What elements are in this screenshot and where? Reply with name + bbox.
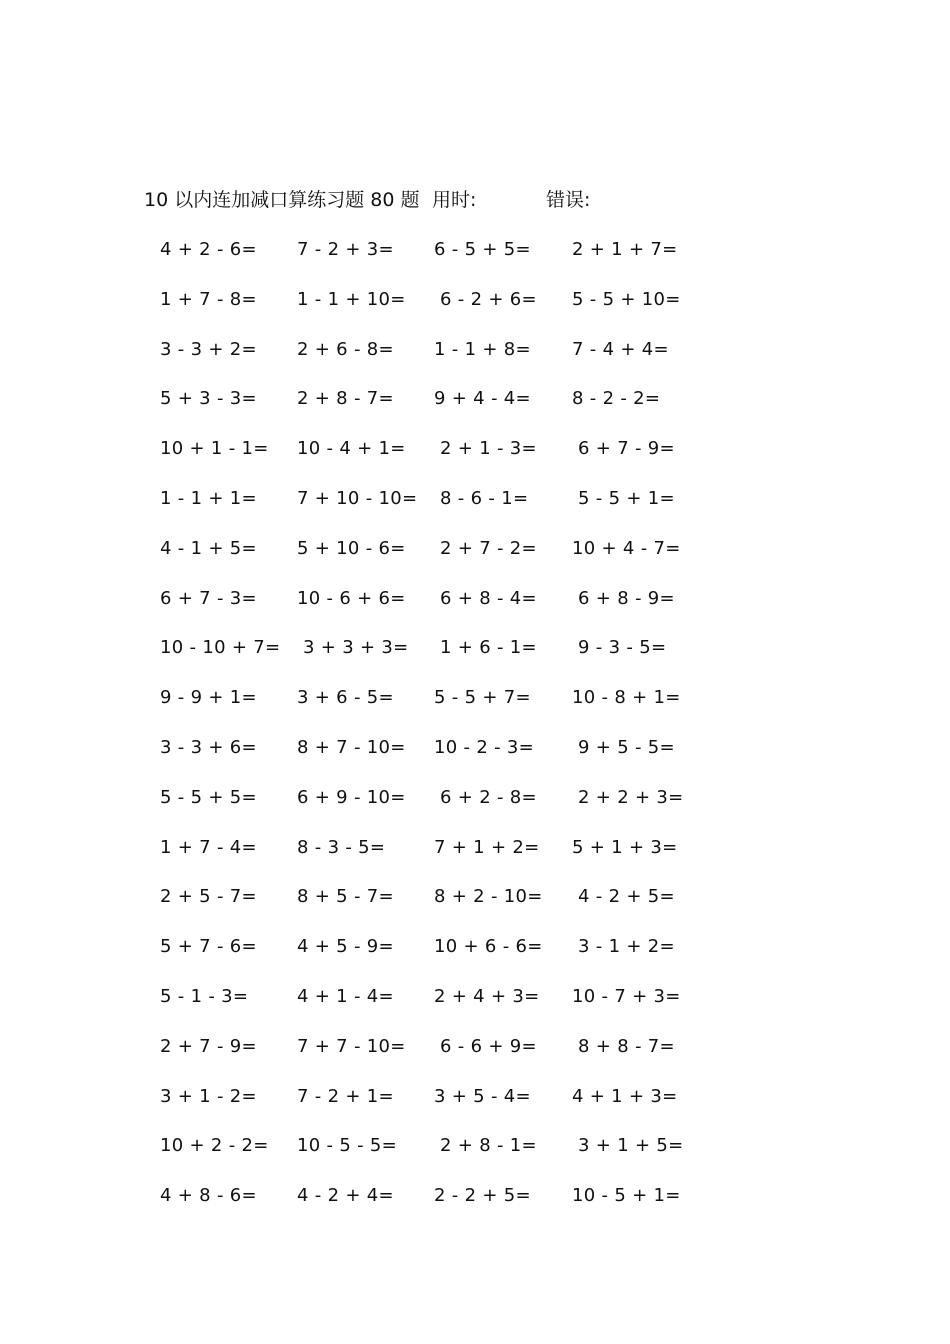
problem-cell: 10 + 1 - 1= <box>160 438 269 460</box>
problem-cell: 6 + 2 - 8= <box>434 786 537 808</box>
problem-cell: 1 + 6 - 1= <box>434 637 537 659</box>
time-label: 用时: <box>432 189 477 211</box>
problem-cell: 10 - 10 + 7= <box>160 637 281 659</box>
problem-cell: 9 + 5 - 5= <box>572 736 675 758</box>
problem-row <box>150 336 700 386</box>
problem-cell: 6 + 7 - 9= <box>572 438 675 460</box>
error-label: 错误: <box>546 189 591 211</box>
problem-cell: 4 + 5 - 9= <box>297 936 394 958</box>
problem-row <box>150 1033 700 1083</box>
problem-cell: 7 + 1 + 2= <box>434 836 540 858</box>
problem-cell: 2 + 4 + 3= <box>434 985 540 1007</box>
problem-row <box>150 385 700 435</box>
problem-cell: 2 + 7 - 2= <box>434 537 537 559</box>
problem-cell: 6 + 9 - 10= <box>297 786 406 808</box>
problem-cell: 7 - 2 + 1= <box>297 1085 394 1107</box>
problem-cell: 6 - 2 + 6= <box>434 288 537 310</box>
problem-cell: 1 - 1 + 1= <box>160 487 257 509</box>
problem-row <box>150 983 700 1033</box>
problem-cell: 8 + 2 - 10= <box>434 886 543 908</box>
problem-cell: 3 - 1 + 2= <box>572 936 675 958</box>
problem-cell: 5 - 1 - 3= <box>160 985 249 1007</box>
problem-cell: 7 - 2 + 3= <box>297 239 394 260</box>
problem-cell: 2 + 2 + 3= <box>572 786 684 808</box>
problem-cell: 4 - 1 + 5= <box>160 537 257 559</box>
problem-cell: 2 + 8 - 1= <box>434 1135 537 1157</box>
problem-cell: 4 + 1 + 3= <box>572 1085 678 1107</box>
problem-cell: 2 + 5 - 7= <box>160 886 257 908</box>
problem-cell: 2 + 1 + 7= <box>572 239 678 260</box>
problem-cell: 8 - 2 - 2= <box>572 388 661 410</box>
problem-cell: 5 + 1 + 3= <box>572 836 678 858</box>
problem-cell: 4 + 2 - 6= <box>160 239 257 260</box>
problem-cell: 10 - 7 + 3= <box>572 985 681 1007</box>
problem-row <box>150 834 700 884</box>
problem-cell: 5 + 7 - 6= <box>160 936 257 958</box>
problem-row <box>150 1132 700 1182</box>
problem-cell: 6 + 7 - 3= <box>160 587 257 609</box>
problem-cell: 5 - 5 + 5= <box>160 786 257 808</box>
problem-row <box>150 634 700 684</box>
problem-cell: 4 - 2 + 4= <box>297 1185 394 1207</box>
problem-cell: 3 + 1 - 2= <box>160 1085 257 1107</box>
problem-cell: 5 + 10 - 6= <box>297 537 406 559</box>
problem-cell: 10 - 6 + 6= <box>297 587 406 609</box>
problem-row <box>150 784 700 834</box>
problem-cell: 6 - 5 + 5= <box>434 239 531 260</box>
problem-cell: 2 + 7 - 9= <box>160 1035 257 1057</box>
problem-cell: 8 - 6 - 1= <box>434 487 529 509</box>
problem-cell: 10 + 6 - 6= <box>434 936 543 958</box>
problem-cell: 2 + 1 - 3= <box>434 438 537 460</box>
problem-cell: 9 - 3 - 5= <box>572 637 667 659</box>
problem-cell: 10 - 5 - 5= <box>297 1135 398 1157</box>
problem-cell: 4 + 1 - 4= <box>297 985 394 1007</box>
problem-cell: 2 - 2 + 5= <box>434 1185 531 1207</box>
problem-cell: 6 + 8 - 4= <box>434 587 537 609</box>
problem-cell: 10 + 2 - 2= <box>160 1135 269 1157</box>
problem-row <box>150 236 700 286</box>
problem-cell: 6 - 6 + 9= <box>434 1035 537 1057</box>
problem-cell: 10 - 8 + 1= <box>572 687 681 709</box>
problem-row <box>150 485 700 535</box>
problem-cell: 2 + 6 - 8= <box>297 338 394 360</box>
problem-cell: 5 - 5 + 7= <box>434 687 531 709</box>
problem-cell: 4 - 2 + 5= <box>572 886 675 908</box>
problem-cell: 8 + 7 - 10= <box>297 736 406 758</box>
problem-cell: 8 + 8 - 7= <box>572 1035 675 1057</box>
problem-row <box>150 585 700 635</box>
problem-row <box>150 286 700 336</box>
problem-cell: 9 + 4 - 4= <box>434 388 531 410</box>
problem-cell: 8 - 3 - 5= <box>297 836 386 858</box>
problem-row <box>150 933 700 983</box>
problem-cell: 3 + 5 - 4= <box>434 1085 531 1107</box>
problem-cell: 5 + 3 - 3= <box>160 388 257 410</box>
problem-cell: 10 - 4 + 1= <box>297 438 406 460</box>
problem-cell: 3 + 6 - 5= <box>297 687 394 709</box>
problem-cell: 3 + 3 + 3= <box>297 637 409 659</box>
problem-cell: 7 + 10 - 10= <box>297 487 418 509</box>
problem-cell: 1 + 7 - 8= <box>160 288 257 310</box>
problem-row <box>150 1182 700 1232</box>
problem-cell: 2 + 8 - 7= <box>297 388 394 410</box>
problem-cell: 3 - 3 + 2= <box>160 338 257 360</box>
problem-cell: 5 - 5 + 1= <box>572 487 675 509</box>
problem-cell: 1 - 1 + 10= <box>297 288 406 310</box>
problem-row <box>150 684 700 734</box>
problem-cell: 7 - 4 + 4= <box>572 338 669 360</box>
problem-cell: 5 - 5 + 10= <box>572 288 681 310</box>
problem-cell: 10 - 5 + 1= <box>572 1185 681 1207</box>
problem-cell: 6 + 8 - 9= <box>572 587 675 609</box>
problem-row <box>150 1083 700 1133</box>
problem-row <box>150 535 700 585</box>
problem-cell: 1 + 7 - 4= <box>160 836 257 858</box>
problem-cell: 3 + 1 + 5= <box>572 1135 684 1157</box>
problem-cell: 7 + 7 - 10= <box>297 1035 406 1057</box>
problem-cell: 3 - 3 + 6= <box>160 736 257 758</box>
problem-row <box>150 883 700 933</box>
problem-row <box>150 734 700 784</box>
problem-cell: 10 + 4 - 7= <box>572 537 681 559</box>
problem-cell: 4 + 8 - 6= <box>160 1185 257 1207</box>
problem-row <box>150 435 700 485</box>
problem-cell: 8 + 5 - 7= <box>297 886 394 908</box>
problem-cell: 10 - 2 - 3= <box>434 736 535 758</box>
problem-grid <box>150 236 700 1232</box>
problem-cell: 9 - 9 + 1= <box>160 687 257 709</box>
problem-cell: 1 - 1 + 8= <box>434 338 531 360</box>
worksheet-title: 10 以内连加减口算练习题 80 题 <box>144 189 420 211</box>
